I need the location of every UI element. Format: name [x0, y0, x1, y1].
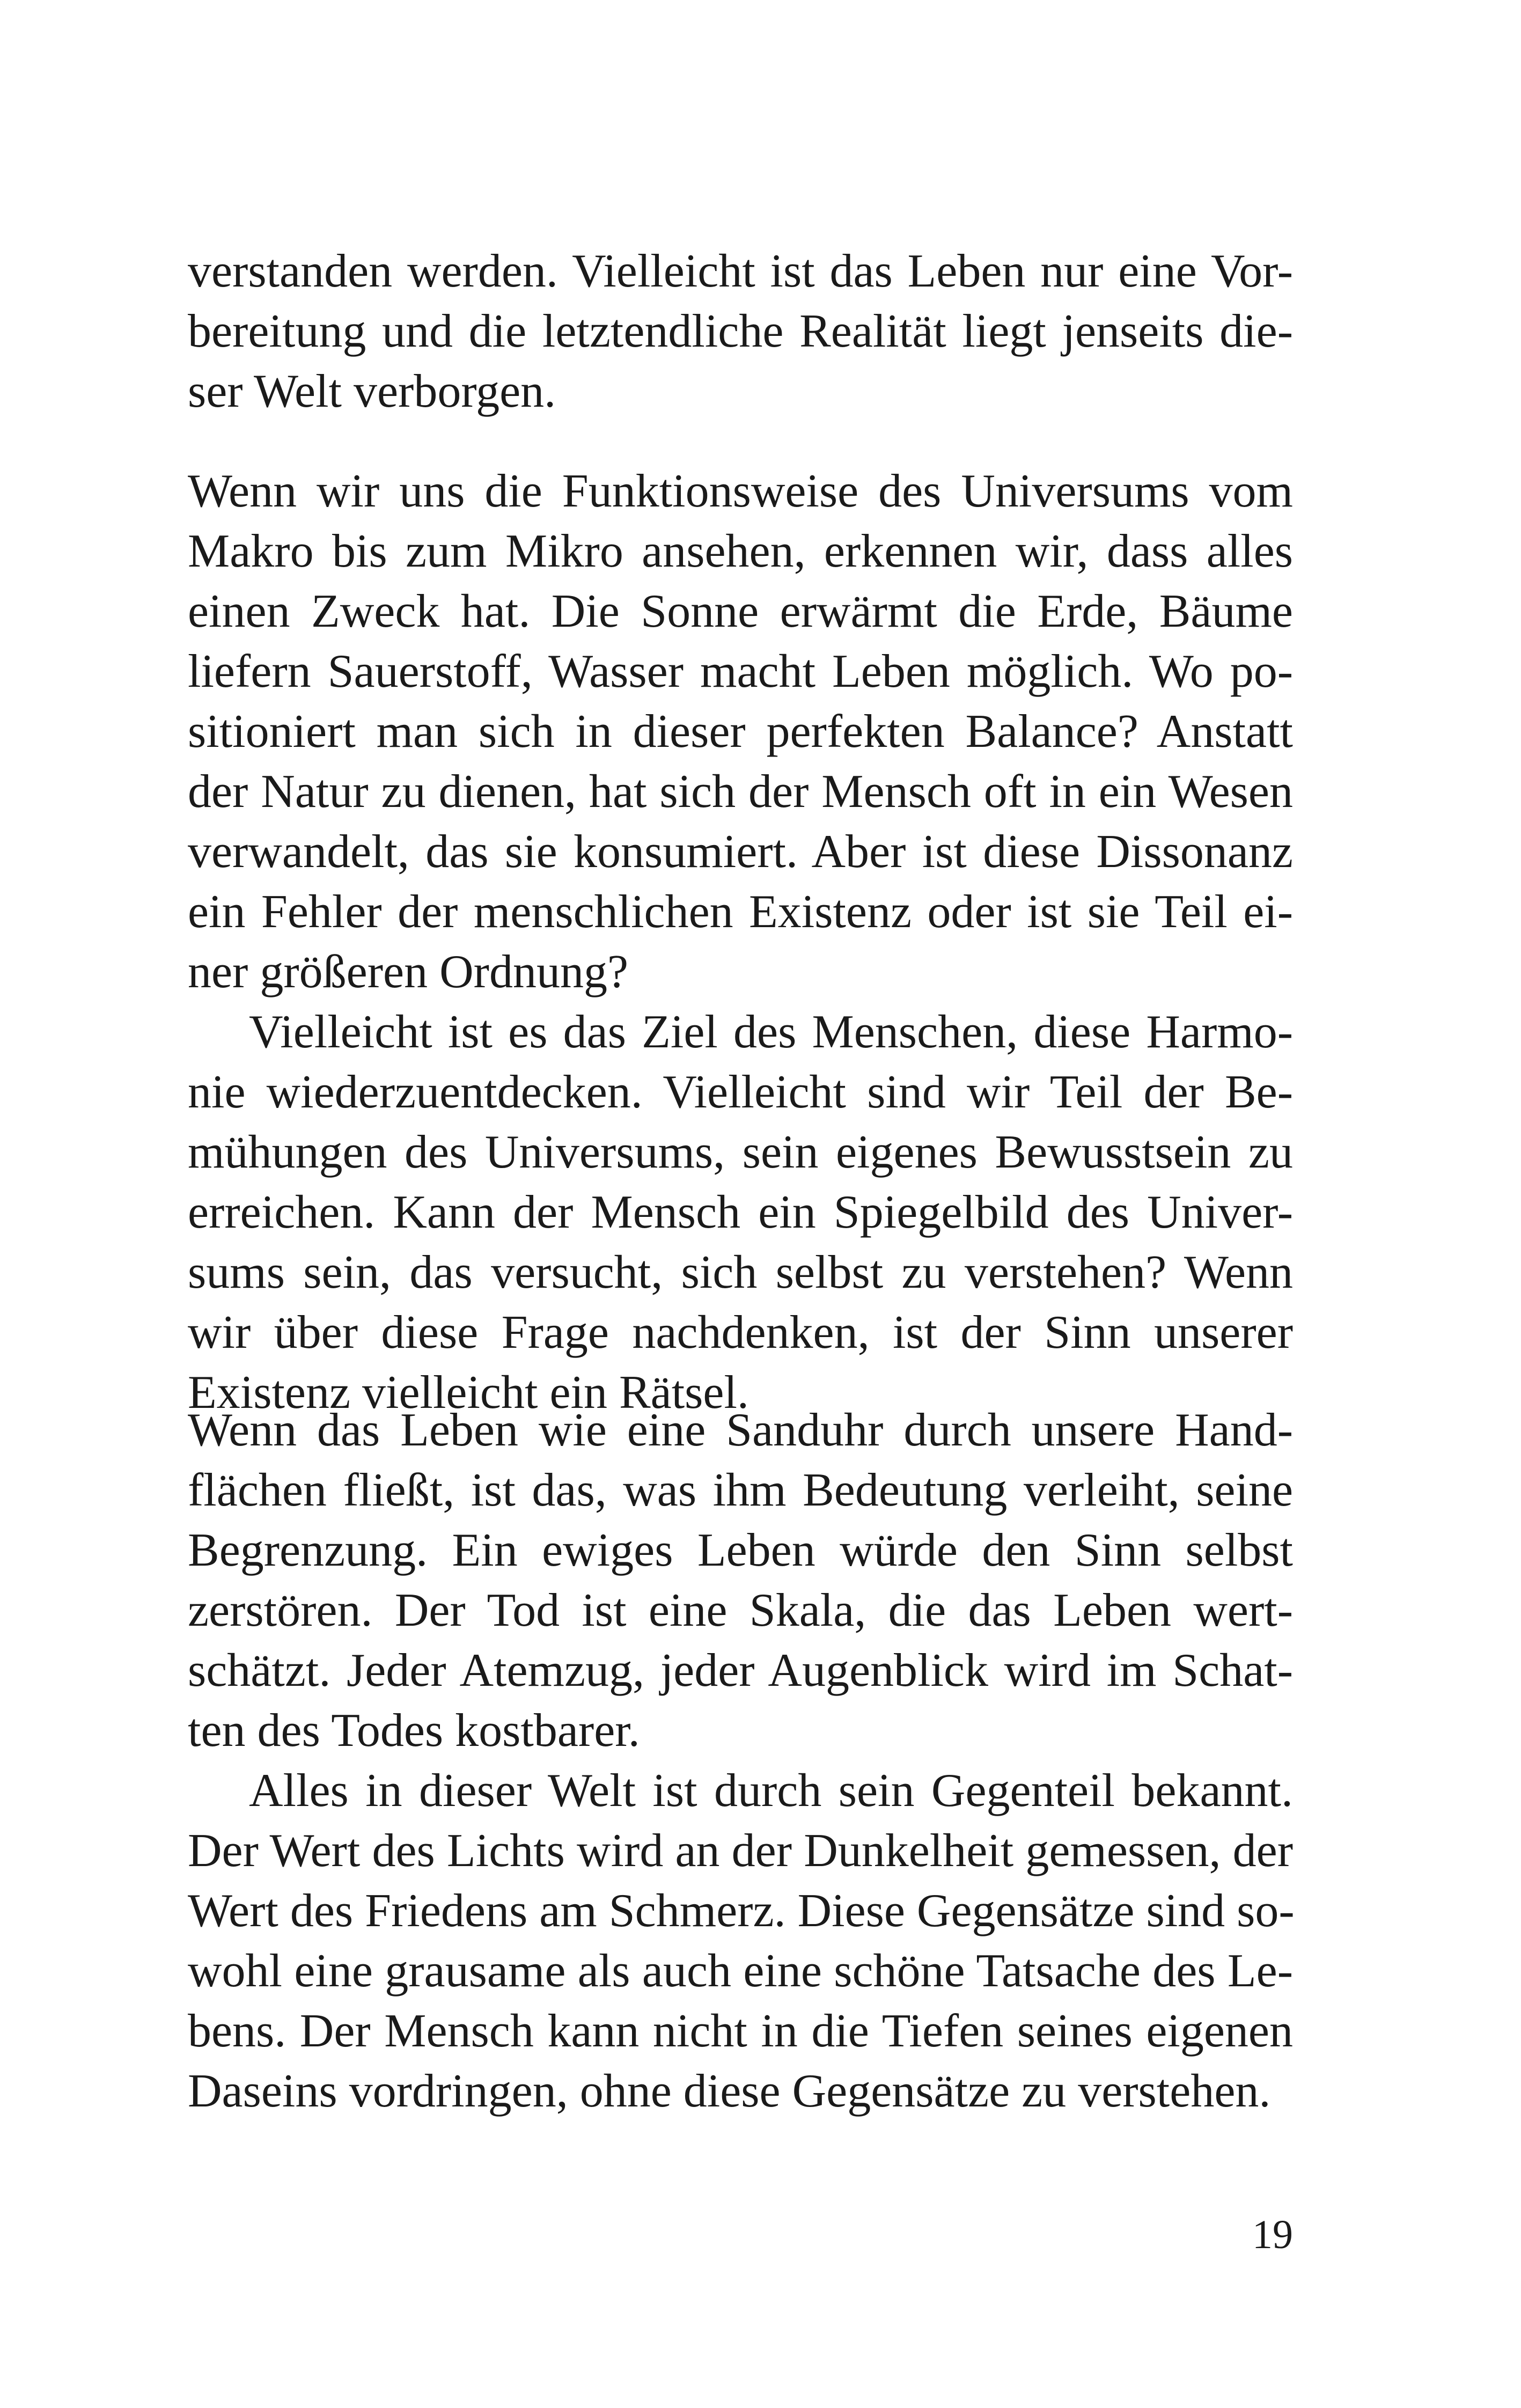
text-line: Wenn wir uns die Funktionsweise des Universums vom: [188, 465, 1293, 517]
text-line: ten des Todes kostbarer.: [188, 1705, 640, 1757]
text-line: mühungen des Universums, sein eigenes Bewusstsein zu: [188, 1126, 1293, 1178]
text-line: sitioniert man sich in dieser perfekten Balance? Anstatt: [188, 706, 1293, 758]
text-line: wir über diese Frage nachdenken, ist der Sinn unserer: [188, 1306, 1293, 1359]
text-line: flächen fließt, ist das, was ihm Bedeutung verleiht, seine: [188, 1464, 1293, 1516]
text-line: schätzt. Jeder Atemzug, jeder Augenblick wird im Schat-: [188, 1645, 1293, 1697]
section-universe: [188, 461, 1293, 1423]
text-line: zerstören. Der Tod ist eine Skala, die das Leben wert-: [188, 1584, 1293, 1636]
text-line: liefern Sauerstoff, Wasser macht Leben möglich. Wo po-: [188, 645, 1293, 698]
text-line: nie wiederzuentdecken. Vielleicht sind wir Teil der Be-: [188, 1066, 1293, 1118]
section-hourglass: [188, 1400, 1293, 2121]
page-number: 19: [1252, 2212, 1293, 2257]
text-line: Wert des Friedens am Schmerz. Diese Gegensätze sind so-: [188, 1885, 1295, 1937]
text-line: Makro bis zum Mikro ansehen, erkennen wir, dass alles: [188, 525, 1293, 577]
text-line: ein Fehler der menschlichen Existenz oder ist sie Teil ei-: [188, 886, 1293, 938]
text-line: Alles in dieser Welt ist durch sein Gegenteil bekannt.: [249, 1765, 1293, 1817]
text-line: bens. Der Mensch kann nicht in die Tiefen seines eigenen: [188, 2005, 1293, 2057]
text-line: Existenz vielleicht ein Rätsel.: [188, 1367, 749, 1419]
text-line: ser Welt verborgen.: [188, 365, 556, 417]
text-line: einen Zweck hat. Die Sonne erwärmt die Erde, Bäume: [188, 585, 1293, 637]
text-line: bereitung und die letztendliche Realität liegt jenseits die-: [188, 305, 1293, 357]
text-line: verwandelt, das sie konsumiert. Aber ist diese Dissonanz: [188, 826, 1293, 878]
text-line: Begrenzung. Ein ewiges Leben würde den Sinn selbst: [188, 1524, 1293, 1576]
text-line: Daseins vordringen, ohne diese Gegensätze zu verstehen.: [188, 2065, 1271, 2117]
text-line: ner größeren Ordnung?: [188, 946, 629, 998]
text-line: Vielleicht ist es das Ziel des Menschen, diese Harmo-: [249, 1006, 1293, 1058]
text-line: wohl eine grausame als auch eine schöne Tatsache des Le-: [188, 1945, 1293, 1997]
paragraph-continuation: [188, 241, 1293, 422]
text-line: der Natur zu dienen, hat sich der Mensch oft in ein Wesen: [188, 766, 1293, 818]
text-line: verstanden werden. Vielleicht ist das Leben nur eine Vor-: [188, 245, 1293, 297]
text-line: Wenn das Leben wie eine Sanduhr durch unsere Hand-: [188, 1404, 1293, 1456]
text-line: sums sein, das versucht, sich selbst zu verstehen? Wenn: [188, 1246, 1293, 1298]
text-line: erreichen. Kann der Mensch ein Spiegelbild des Univer-: [188, 1186, 1293, 1238]
text-line: Der Wert des Lichts wird an der Dunkelheit gemessen, der: [188, 1825, 1293, 1877]
